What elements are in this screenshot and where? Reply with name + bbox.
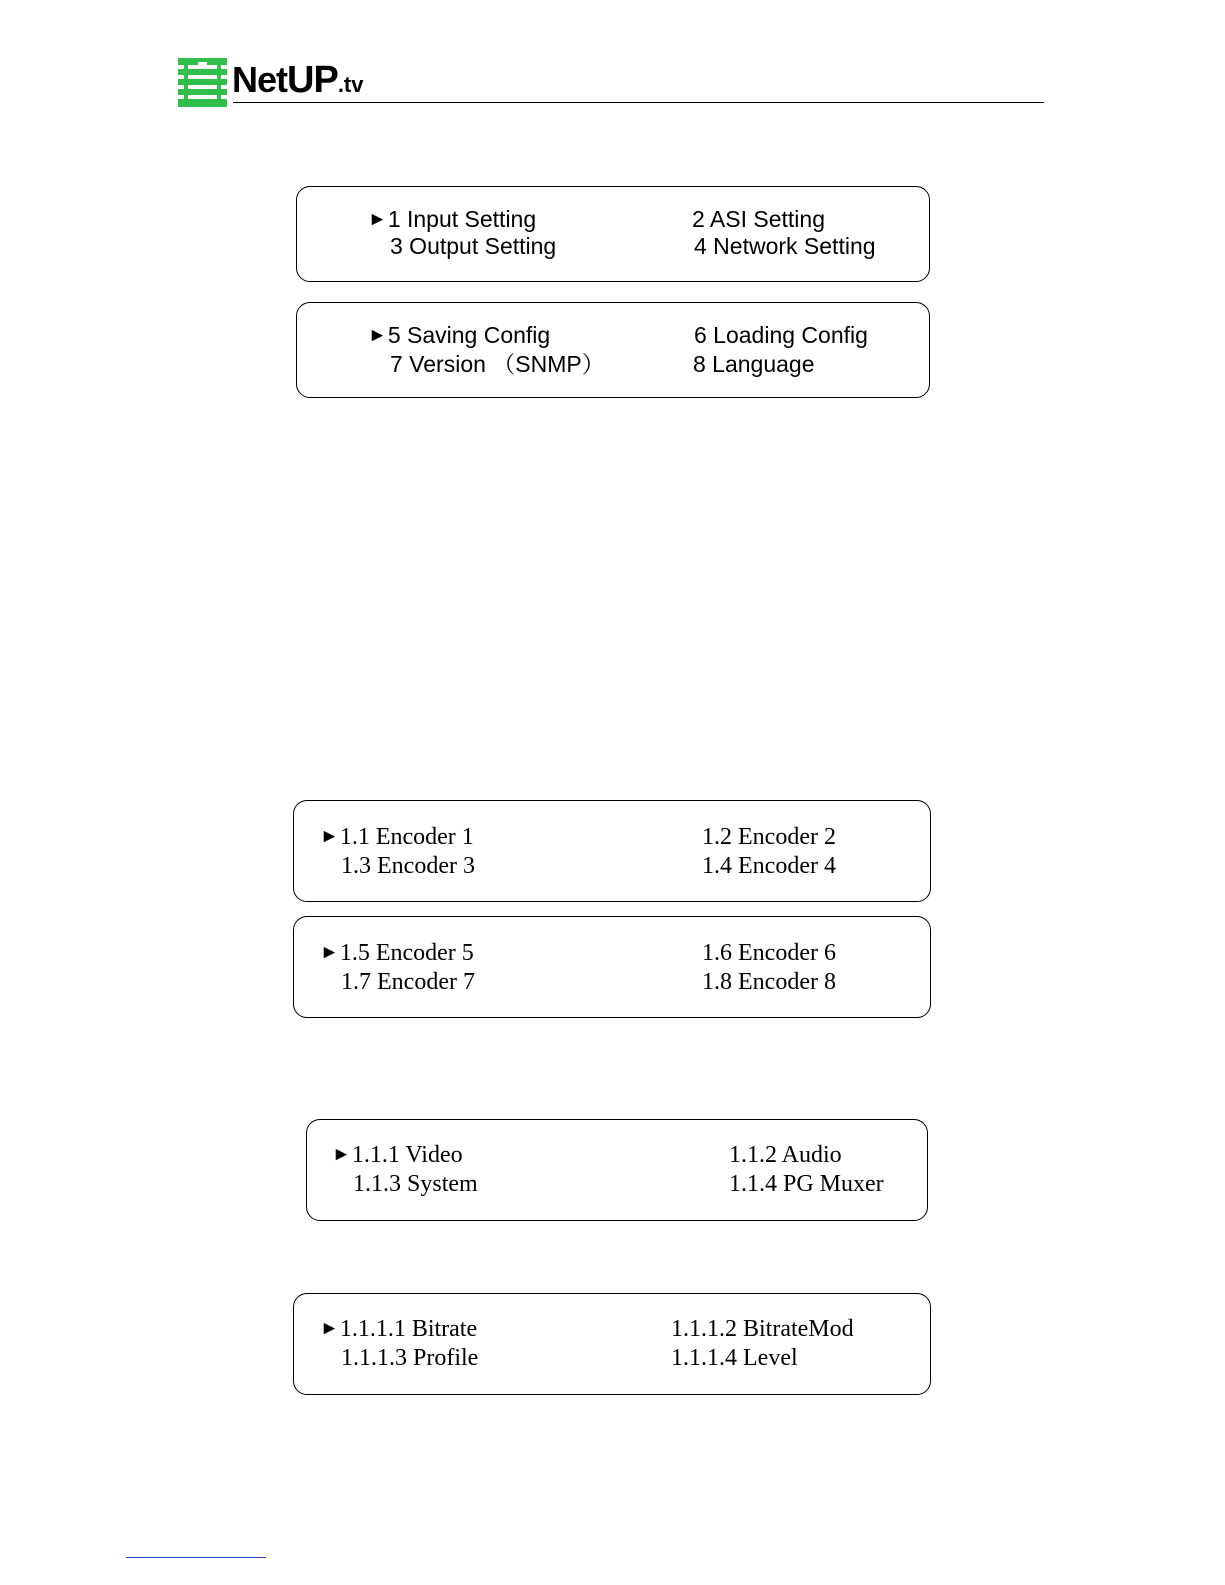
menu-item-encoder-2[interactable]	[702, 823, 836, 851]
netup-logo-icon	[178, 58, 227, 108]
menu-item-language[interactable]	[693, 350, 815, 378]
logo-text-tv: .tv	[337, 72, 364, 97]
menu-item-level[interactable]	[671, 1344, 798, 1372]
menu-item-bitratemod[interactable]	[671, 1315, 854, 1343]
menu-item-label: 1.1 Encoder 1	[339, 824, 474, 850]
encoder-submenu	[306, 1119, 928, 1221]
menu-item-loading-config[interactable]	[694, 321, 868, 349]
header-divider	[233, 102, 1044, 103]
menu-item-label: 1.1.1.1 Bitrate	[339, 1316, 478, 1342]
menu-item-label: 1.1.1 Video	[351, 1142, 463, 1168]
menu-item-label: 8 Language	[693, 351, 815, 377]
menu-item-label: 7 Version （SNMP）	[390, 351, 605, 377]
menu-item-label: 1.7 Encoder 7	[341, 969, 475, 995]
menu-item-encoder-5[interactable]	[320, 939, 474, 969]
menu-item-saving-config[interactable]	[368, 321, 550, 352]
menu-item-label: 1.2 Encoder 2	[702, 824, 836, 850]
main-menu-page-2	[296, 302, 930, 398]
menu-item-label: 3 Output Setting	[390, 233, 557, 259]
menu-item-label: 2 ASI Setting	[692, 206, 825, 232]
menu-item-label: 4 Network Setting	[694, 233, 876, 259]
menu-item-label: 1.1.1.2 BitrateMod	[671, 1316, 854, 1342]
menu-item-video[interactable]	[332, 1141, 463, 1171]
menu-item-label: 1.1.3 System	[353, 1171, 478, 1197]
menu-item-output-setting[interactable]	[390, 232, 556, 260]
footer-hyperlink-underline[interactable]	[126, 1557, 266, 1558]
menu-item-label: 5 Saving Config	[387, 322, 551, 348]
menu-item-label: 1.3 Encoder 3	[341, 853, 475, 879]
menu-item-label: 1.6 Encoder 6	[702, 940, 836, 966]
encoder-menu-page-2	[293, 916, 931, 1018]
menu-item-label: 1.1.1.3 Profile	[341, 1345, 479, 1371]
menu-item-encoder-4[interactable]	[702, 852, 836, 880]
menu-item-encoder-1[interactable]	[320, 823, 474, 853]
video-submenu	[293, 1293, 931, 1395]
menu-item-label: 1.8 Encoder 8	[702, 969, 836, 995]
menu-item-label: 1.1.4 PG Muxer	[729, 1171, 884, 1197]
menu-item-asi-setting[interactable]	[692, 205, 825, 233]
menu-item-label: 1.4 Encoder 4	[702, 853, 836, 879]
selection-arrow-icon: ►	[368, 325, 387, 346]
selection-arrow-icon: ►	[320, 826, 339, 847]
menu-item-version[interactable]	[390, 350, 605, 378]
menu-item-encoder-3[interactable]	[341, 852, 475, 880]
page-header	[178, 56, 1044, 106]
logo-text-up: UP	[287, 59, 338, 101]
main-menu-page-1	[296, 186, 930, 282]
menu-item-system[interactable]	[353, 1170, 478, 1198]
selection-arrow-icon: ►	[368, 209, 387, 230]
menu-item-label: 1.5 Encoder 5	[339, 940, 474, 966]
menu-item-label: 6 Loading Config	[694, 322, 868, 348]
menu-item-pg-muxer[interactable]	[729, 1170, 884, 1198]
menu-item-encoder-6[interactable]	[702, 939, 836, 967]
logo-wordmark	[232, 58, 364, 107]
menu-item-encoder-7[interactable]	[341, 968, 475, 996]
menu-item-profile[interactable]	[341, 1344, 478, 1372]
menu-item-audio[interactable]	[729, 1141, 842, 1169]
encoder-menu-page-1	[293, 800, 931, 902]
menu-item-bitrate[interactable]	[320, 1315, 477, 1345]
menu-item-label: 1 Input Setting	[387, 206, 537, 232]
selection-arrow-icon: ►	[320, 1318, 339, 1339]
logo-text-net: Net	[232, 59, 288, 100]
menu-item-network-setting[interactable]	[694, 232, 876, 260]
menu-item-label: 1.1.1.4 Level	[671, 1345, 798, 1371]
menu-item-encoder-8[interactable]	[702, 968, 836, 996]
selection-arrow-icon: ►	[332, 1144, 351, 1165]
selection-arrow-icon: ►	[320, 942, 339, 963]
menu-item-label: 1.1.2 Audio	[729, 1142, 842, 1168]
